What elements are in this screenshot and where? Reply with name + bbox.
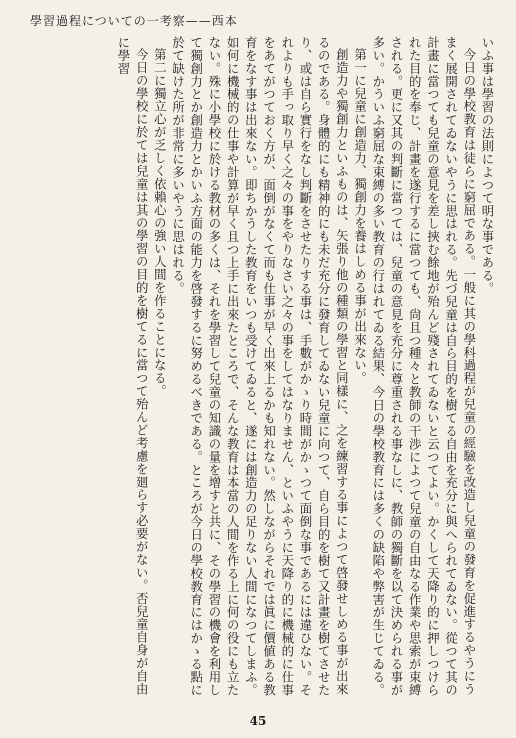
paragraph: 創造力や獨創力といふものは、矢張り他の種類の學習と同樣に、之を練習する事によつて啓發せしめる事が出來るのである。身體的にも精神的にも未だ充分に發育してゐない兒童に向つて、自ら目的を樹て又計畫を樹てさせたり、或は自ら實行をなし判斷をさせたりする事は、手數がかゝり時間がかゝつて面倒な事であるには違ひない。それよりも手っ取り早く之々の事をやりなさい之々の事をしてはなりません、といふやうに天降り的に機械的に仕事をあてがつておく方が、面倒がなくて而も仕事が早く出來上るかも知れない。然しながらそれでは眞に價値ある教育をなす事は出來ない。即ちかうした教育をいつも受けてゐると、遂には創造力の足りない人間になつてしまふ。如何に機械的の仕事や計算が早く且つ上手に出來たところで、そんな教育は本當の人間を作る上に何の役にも立たない。殊に小學校に於ける教材の多くは、それを學習して兒童の知識の量を增すと共に、その學習の機會を利用して獨創力とか創造力とかいふ方面の能力を啓發するに努めるべきである。ところが今日の學校教育にはかゝる點に於て缺けた所が非常に多いやうに思はれる。 [170,36,350,697]
paragraph: いふ事は學習の法則によつて明な事である。 [480,36,495,295]
paragraph: 第一に兒童に創造力、獨創力を養はしめる事が出來ない。 [352,48,368,386]
page-number: 45 [249,714,267,728]
body-text [28,36,496,700]
paragraph: 今日の學校教育は徒らに窮屈である。一般に其の學科過程が兒童の經驗を改造し兒童の發育を促進するやうにうまく展開されてゐないやうに思はれる。先づ兒童は自ら目的を樹てる自由を充分に與へられてゐない。從つて其の計畫に當つても兒童の意見を差し挾む餘地が殆んど殘されてゐないと云つてよい。かくして天降り的に押しつけられた目的を奉じ、計畫を遂行するに當つても、尙且つ種々と教師の干渉によつて兒童の自由なる作業や思索が束縛される。更に又其の判斷に當つては、兒童の意見を充分に尊重される事なしに、教師の獨斷を以て決められる事が多い。かういふ窮屈な束縛の多い教育の行はれてゐる結果、今日の學校教育には多くの缺陷や弊害が生じてゐる。 [370,36,477,697]
paragraph: 今日の學校に於ては兒童は其の學習の目的を樹てるに當つて殆んど考慮を廻らす必要がない。否兒童自身が自由に學習 [115,36,150,696]
running-head: 學習過程についての一考察——西本 [30,14,238,28]
paragraph: 第二に獨立心が乏しく依賴心の強い人間を作ることになる。 [152,48,168,399]
